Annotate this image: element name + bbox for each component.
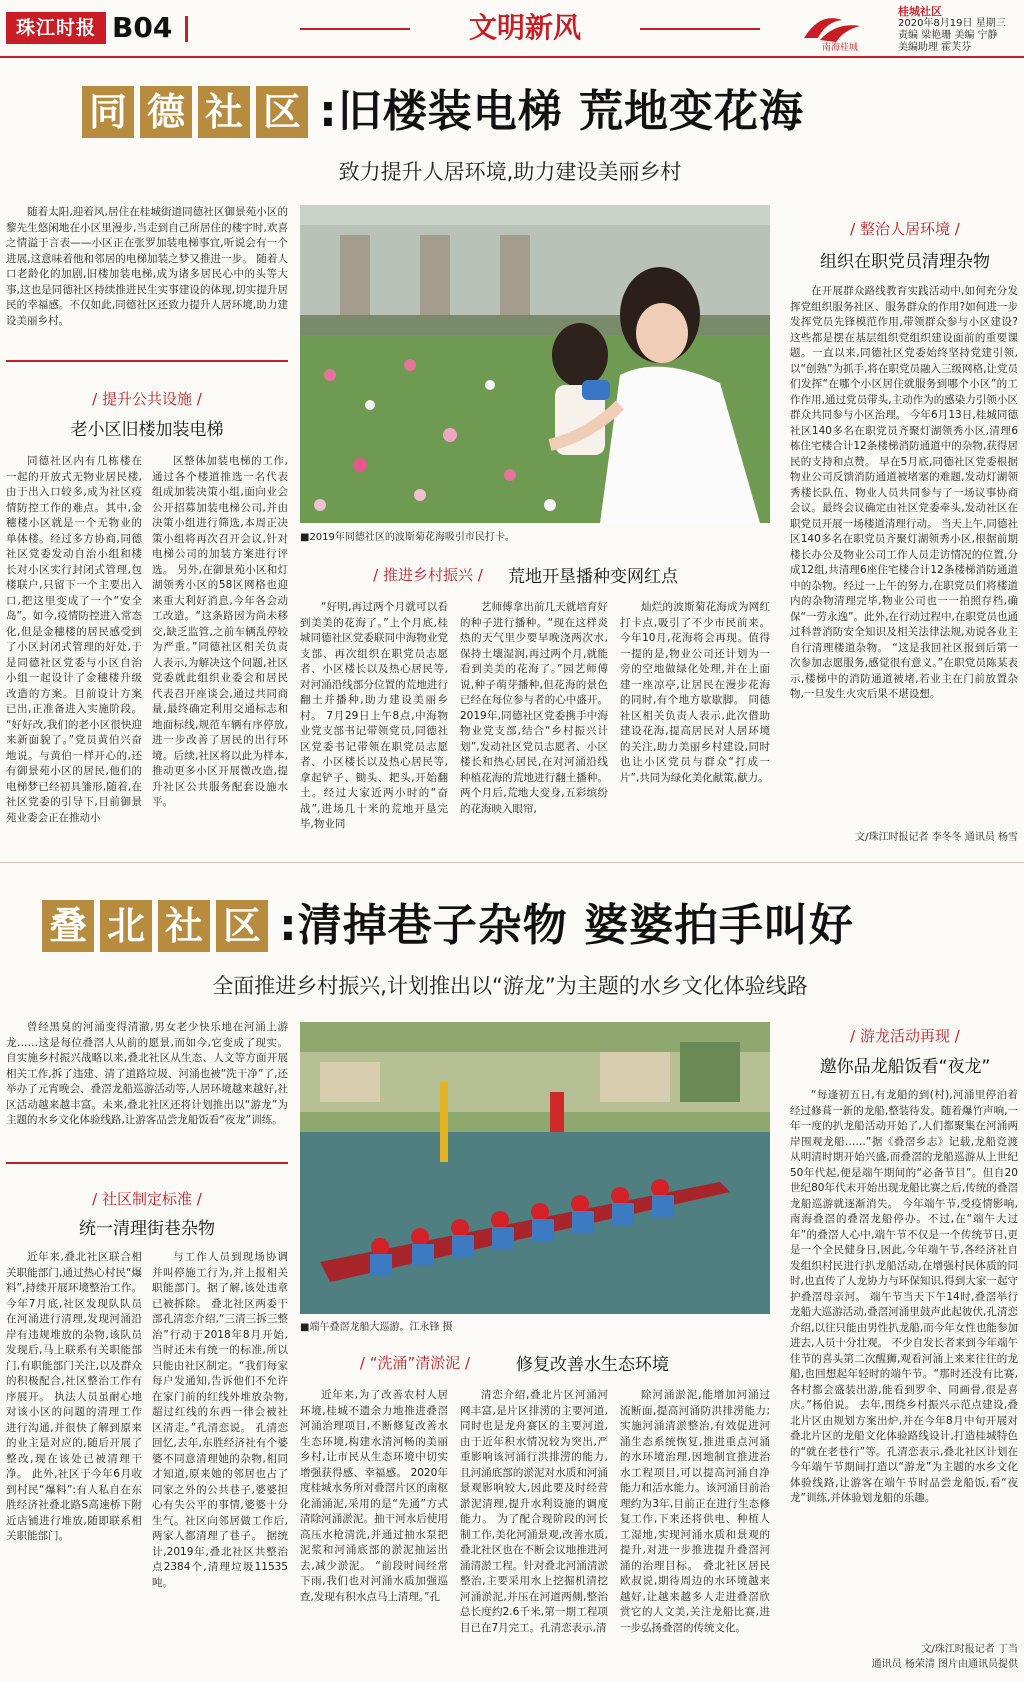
- story2-photo-caption: ■端午叠滘龙船大巡游。江永锋 摄: [300, 1322, 453, 1333]
- story1-s1-col1: 同德社区内有几栋楼在一起的开放式无物业居民楼,由于出入口较多,成为社区疫情防控工作的难点。其中,金穗楼小区就是一个无物业的单体楼。经过多方协商,同德社区党委发动自治小组和楼长对小区实行封闭式管理,包楼联户,只留下一个主要出入口,把这里变成了一个“安全岛”。如今,疫情防控进入常态化,但是金穗楼的居民感受到了小区封闭式管理的好处,于是同德社区党委与小区自治小组一起设计了金穗楼升级改造的方案。目前设计方案已出,正准备进入实施阶段。 “好好改,我们的老小区很快迎来新面貌了。”党员黄伯兴奋地说。与黄伯一样开心的,还有御景苑小区的居民,他们的电梯梦已经初具雏形,随着,在社区党委的引导下,目前御景苑业委会正在推动小: [6, 455, 142, 824]
- story1-s1-title: 老小区旧楼加装电梯: [70, 420, 224, 440]
- tag-char: 区: [256, 86, 308, 138]
- editor-line-1: 责编 梁艳珊 美编 宁静: [898, 30, 998, 41]
- story2-s2-head: / “洗涌”清淤泥 /: [359, 1354, 471, 1372]
- editor-line-2: 美编助理 霍芙芬: [898, 42, 972, 53]
- story1-subhead: 致力提升人居环境,助力建设美丽乡村: [338, 160, 682, 184]
- headline-text: :旧楼装电梯 荒地变花海: [319, 86, 805, 137]
- story2-s2-col3: 除河涌淤泥,能增加河涌过流断面,提高河涌防洪排涝能力;实施河涌清淤整治,有效促进河涌生态系统恢复,推进重点河涌的水环境治理,因地制宜推进治水工程项目,可以提高河涌自净能力和活水能力。该河涌目前治理约为3年,目前正在进行生态修复工作,下来还将供电、种植人工湿地,实现河涌水质和景观的提升,对进一步推进提升叠滘河涌的治理目标。 叠北社区居民欧叔说,期待周边的水环境越来越好,让越来越多人走进叠滘欣赏它的人文美,关注龙船比赛,进一步弘扬叠滘的传统文化。: [620, 1389, 770, 1634]
- headline-text: :清掉巷子杂物 婆婆拍手叫好: [279, 900, 855, 951]
- story2-subhead: 全面推进乡村振兴,计划推出以“游龙”为主题的水乡文化体验线路: [212, 974, 808, 998]
- story1-photo-caption: ■2019年同德社区的波斯菊花海吸引市民打卡。: [300, 532, 515, 543]
- section-rule-right: [640, 28, 760, 30]
- story2-s2-col2: 清恋介绍,叠北片区河涌河网丰富,是片区排涝的主要河道,同时也是龙舟赛区的主要河道,由于近年积水情况较为突出,严重影响该河涌行洪排涝的能力,且河涌底部的淤泥对水质和河涌景观影响较大,因此要及时经营淤泥清理,提升水利设施的调度能力。 为了配合现阶段的河长制工作,美化河涌景观,改善水质,叠北社区也在不断会议地推进河涌清淤工程。针对叠北河涌清淤整治,主要采用水上挖掘机清挖河涌淤泥,并压在河道两侧,整治总长度约2.6千米,第一期工程项目已在7月完工。孔清恋表示,清: [460, 1389, 608, 1634]
- rule: [6, 360, 288, 362]
- story1-r1-head: / 整治人居环境 /: [850, 220, 960, 238]
- paper-name: 珠江时报: [6, 12, 106, 44]
- story2-s1-col2: 与工作人员到现场协调并叫停施工行为,并上报相关职能部门。据了解,该处违章已被拆除。 叠北社区两委干部孔清恋介绍,“三清三拆三整治”行动于2018年8月开始,当时还未有统一的标准,所以只能由社区制定。“我们每家每户发通知,告诉他们不允许在家门前的红线外堆放杂物,超过红线的东西一律会被社区清走。”孔清恋说。 孔清恋回忆,去年,东胜经济社有个婆婆不同意清理她的杂物,相同才知道,原来她的邻居也占了同家之外的公共巷子,婆婆担心有失公平的事情,婆婆十分生气。社区向邻居做工作后,两家人都清理了巷子。 据统计,2019年,叠北社区共整治点2384个,清理垃圾11535吨。: [152, 1251, 288, 1589]
- tag-char: 社: [198, 86, 250, 138]
- story2-s1-col1: 近年来,叠北社区联合相关职能部门,通过热心村民“爆料”,持续开展环境整治工作。 今年7月底,社区发现队队员在河涌进行清理,发现河涌沿岸有违规堆放的杂物,该队员发现后,马上联系有关职能部门,有职能部门关注,以及群众的积极配合,社区整治工作有序展开。 执法人员虽耐心地对该小区的问题的清理工作进行沟通,并很快了解到原来的业主是对应的,随后开展了整改,现在该处已被清理干净。 此外,社区于今年6月收到村民“爆料”:有人私自在东胜经济社叠北路S高速桥下附近店铺进行堆放,随即联系相关职能部门。: [6, 1251, 142, 1542]
- story1-s2-col3: 灿烂的波斯菊花海成为网红打卡点,吸引了不少市民前来。 今年10月,花海将会再现。值得一提的是,物业公司还计划为一旁的空地做绿化处理,并在上面建一座凉亭,让居民在漫步花海的同时,有个地方歇歇脚。 同德社区相关负责人表示,此次借助建设花海,提高居民对人居环境的关注,助力美丽乡村建设,同时也让小区党员与群众“打成一片”,共同为绿化美化献策,献力。: [620, 601, 770, 784]
- story1-r1-title: 组织在职党员清理杂物: [820, 252, 990, 272]
- masthead-divider: [185, 16, 188, 42]
- story2-headline: [42, 900, 1022, 964]
- story1-s1-col2: 区整体加装电梯的工作,通过各个楼道推选一名代表组成加装决策小组,面向业会公开招募加装电梯公司,并由决策小组进行筛选,本周正决策小组将再次召开会议,针对电梯公司的加装方案进行评选。 另外,在御景苑小区和灯湖领秀小区的58区网格也迎来重大利好消息,今年各会动工改造。“这条路因为尚未移交,缺乏监管,之前车辆乱停较为严重。”同德社区相关负责人表示,为解决这个问题,社区党委就此组织业委会和居民代表召开座谈会,通过共同商量,最终确定利用交通标志和地面标线,规范车辆有序停放,进一步改善了居民的出行环境。后续,社区将以此为样本,推动更多小区开展微改造,提升社区公共服务配套设施水平。: [152, 455, 288, 808]
- tag-char: 叠: [42, 900, 94, 952]
- story2-r1-body: “每逢初五日,有龙船的到(村),河涌里停泊着经过修葺一新的龙船,整装待发。随着爆竹声响,一年一度的扒龙船活动开始了,人们都聚集在河涌两岸围观龙船……”据《叠滘乡志》记载,龙船竞渡从明清时期开始兴盛,而叠滘的龙船巡游从上世纪50年代起,便是端午期间的“必备节目”。但自20世纪80年代末开始出现龙船比赛之后,传统的叠滘龙船巡游就逐渐消失。 今年端午节,受疫情影响,南海叠滘的叠滘龙船停办。不过,在“端午大过年”的叠滘人心中,端午节不仅是一个传统节日,更是一个全民健身日,因此,今年端午节,各经济社自发组织村民进行扒龙船活动,在增强村民体质的同时,也直传了人龙协力与环保知识,得到大家一起守护叠滘母亲河。 端午节当天下午14时,叠滘举行龙船大巡游活动,叠滘河涌里鼓声此起彼伏,孔清恋介绍,以往只能由男性扒龙船,而今年女性也能参加进去,人员十分壮观。 不少自发长者来到今年端午佳节的喜头第二次醒狮,观看河涌上来来往往的龙船,也回想起年轻时的端午节。“那时还没有比赛,各村都会盛装出游,能看到罗伞、同画骨,很是喜庆。”杨伯说。 去年,围绕乡村振兴示范点建设,叠北片区由规划方案出炉,并在今年8月中旬开展对叠北片区的龙船文化体验路线设计,打造桂城特色的“就在老巷行”等。孔清恋表示,叠北社区计划在今年端午节期间打造以“游龙”为主题的水乡文化体验线路,让游客在端午节时品尝龙船饭,看“夜龙”训练,并体验划龙船的乐趣。: [790, 1089, 1018, 1504]
- story2-s2-col1: 近年来,为了改善农村人居环境,桂城不遗余力地推进叠滘河涌治理项目,不断修复改善水生态环境,构建水清河畅的美丽乡村,让市民从生态环境中切实增强获得感、幸福感。 2020年度桂城水务所对叠滘片区的南枢化涌涌泥,采用的是“先通”方式清除河涌淤泥。抽干河水后使用高压水枪清洗,并通过抽水泵把泥浆和河涌底部的淤泥抽运出去,减少淤泥。 “前段时间经常下雨,我们也对河涌水质加强巡查,发现有积水点马上清理。”孔: [300, 1389, 448, 1603]
- section-title: 文明新风: [468, 11, 581, 44]
- story2-lead: 曾经黑臭的河涌变得清澈,男女老少快乐地在河涌上游龙……这是每位叠滘人从前的愿景,而如今,它变成了现实。 自实施乡村振兴战略以来,叠北社区从生态、人文等方面开展相关工作,拆了违建、清了道路垃圾、河涌也被“洗干净”了,还举办了元宵晚会、叠滘龙船巡游活动等,人居环境越来越好,社区活动越来越丰富。未来,叠北社区还将计划推出以“游龙”为主题的水乡文化体验线路,让游客品尝龙船饭看“夜龙”训练。: [6, 1021, 288, 1126]
- story1-s2-col1: “好明,再过两个月就可以看到美美的花海了。”上个月底,桂城同德社区党委联同中海物业党支部、再次组织在职党员志愿者、小区楼长以及热心居民等,对河涌沿线部分位置的荒地进行翻土并播种,助力建设美丽乡村。 7月29日上午8点,中海物业党支部书记带领党员,同德社区党委书记带领在职党员志愿者、小区楼长以及热心居民等,拿起铲子、锄头、耙头,开始翻土。经过大家近两小时的“奋战”,进场几十米的荒地开垦完毕,物业同: [300, 601, 448, 830]
- guicheng-logo-icon: [800, 8, 866, 52]
- story1-s1-head: / 提升公共设施 /: [92, 390, 202, 408]
- story2-photo: [300, 1022, 770, 1314]
- story-divider: [0, 862, 1024, 863]
- story2-r1-head: / 游龙活动再现 /: [850, 1027, 960, 1045]
- rule: [6, 1162, 288, 1164]
- tag-char: 德: [140, 86, 192, 138]
- story1-lead: 随着太阳,迎着风,居住在桂城街道同德社区御景苑小区的黎先生悠闲地在小区里漫步,当走到自己所居住的楼宇时,欢喜之情溢于言表——小区正在张罗加装电梯事宜,听说会有一个进展,这意味着他和邻居的电梯加装之梦又推进一步。 随着人口老龄化的加剧,旧楼加装电梯,成为诸多居民心中的头等大事,这也是同德社区持续推进民生实事建设的体现,切实提升居民的幸福感。不仅如此,同德社区还致力提升人居环境,助力建设美丽乡村。: [6, 206, 288, 327]
- story1-photo: [300, 205, 770, 523]
- section-rule-left: [300, 28, 410, 30]
- masthead-info: [898, 6, 1022, 54]
- story1-headline: [82, 86, 982, 150]
- tag-char: 北: [100, 900, 152, 952]
- story1-s2-title: 荒地开垦播种变网红点: [508, 567, 678, 587]
- story2-s2-title: 修复改善水生态环境: [516, 1355, 669, 1375]
- story1-r1-body: 在开展群众路线教育实践活动中,如何充分发挥党组织服务社区、服务群众的作用?如何进一步发挥党员先锋模范作用,带领群众参与小区建设?这些都是摆在基层组织党组织建设面前的重要课题。一直以来,同德社区党委始终坚持党建引领,以“创熟”为抓手,将在职党员融入三级网格,让党员们发挥“在哪个小区居住就服务到哪个小区”的工作作用,通过党员带头,主动作为的感染力引领小区群众共同参与小区治理。 今年6月13日,桂城同德社区140多名在职党员齐聚灯湖领秀小区,清理6栋住宅楼合计12条楼梯消防通道中的杂物,获得居民的支持和点赞。 早在5月底,同德社区党委根据物业公司反馈消防通道被堵塞的难题,发动灯湖领秀楼长队伍、物业人员共同参与了一场议事协商会议。最终会议确定由社区党委牵头,发动社区在职党员开展一场楼道清理行动。 当天上午,同德社区140多名在职党员齐聚灯湖领秀小区,根据前期楼长办公及物业公司工作人员走访情况的位置,分成12组,共清理6座住宅楼合计12条楼梯消防通道中的杂物。经过一上午的努力,在职党员们将楼道内的杂物清理完毕,物业公司也一一拍照存档,确保“一劳永逸”。此外,在行动过程中,在职党员也通过科普消防安全知识及相关法律法规,劝说各业主自行清理楼道杂物。 “这是我回社区报到后第一次参加志愿服务,感觉很有意义。”在职党员陈某表示,楼梯中的消防通道被堵,若业主在门前放置杂物,一旦发生火灾后果不堪设想。: [790, 285, 1018, 700]
- story2-credit-2: 通讯员 杨荣清 图片由通讯员提供: [871, 1659, 1018, 1670]
- tag-char: 同: [82, 86, 134, 138]
- story1-credit: 文/珠江时报记者 李冬冬 通讯员 杨雪: [855, 832, 1018, 843]
- page-number: B04: [112, 11, 173, 44]
- tag-char: 社: [158, 900, 210, 952]
- brand-name: 桂城社区: [898, 5, 942, 18]
- story2-credit-1: 文/珠江时报记者 丁当: [921, 1644, 1018, 1655]
- story2-r1-title: 邀你品龙船饭看“夜龙”: [819, 1057, 991, 1077]
- story2-s1-head: / 社区制定标准 /: [92, 1190, 202, 1208]
- logo-text: 南海桂城: [822, 43, 859, 52]
- tag-char: 区: [216, 900, 268, 952]
- story1-s2-head: / 推进乡村振兴 /: [373, 566, 483, 584]
- story1-s2-col2: 艺师傅拿出前几天就培育好的种子进行播种。“现在这样炎热的天气里少要早晚浇两次水,保持土壤湿润,再过两个月,就能看到美美的花海了。”园艺师傅说,种子萌芽播种,但花海的景色已经在每位参与者的心中盛开。 2019年,同德社区党委携手中海物业党支部,结合“乡村振兴计划”,发动社区党员志愿者、小区楼长和热心居民,在对河涌沿线种植花海的荒地进行翻土播种。两个月后,荒地大变身,五彩缤纷的花海映入眼帘,: [460, 601, 608, 815]
- story2-s1-title: 统一清理街巷杂物: [79, 1219, 215, 1239]
- issue-date: 2020年8月19日 星期三: [898, 18, 1006, 29]
